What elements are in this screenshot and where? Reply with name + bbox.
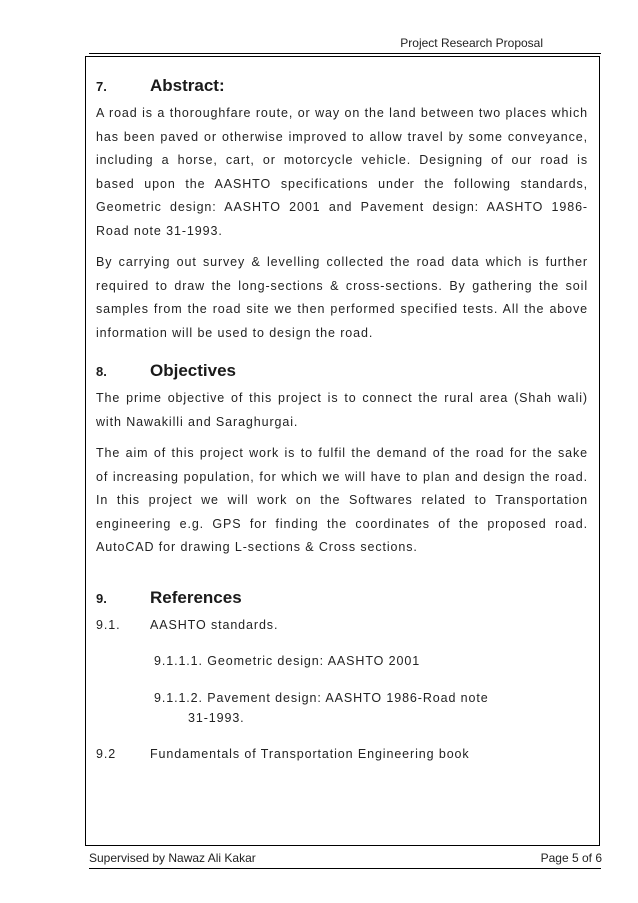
- abstract-paragraph-1: A road is a thoroughfare route, or way on the land between two places which has been paved or otherwise improved to allow travel by some conveyance, including a horse, cart, or motorcycle vehicle. Designing of our road is based upon the AASHTO specifications under the following standards, Geometric design: AASHTO 2001 and Pavement design: AASHTO 1986-Road note 31-1993.: [96, 106, 588, 238]
- footer-divider: [89, 868, 601, 869]
- objectives-paragraph-1: The prime objective of this project is to connect the rural area (Shah wali) with Nawakilli and Saraghurgai.: [96, 391, 588, 429]
- section-title: References: [150, 587, 242, 607]
- reference-number: 9.2: [96, 746, 117, 761]
- reference-subitem-continuation: 31-1993.: [188, 710, 245, 725]
- abstract-heading: [96, 76, 588, 96]
- reference-number: 9.1.: [96, 617, 121, 632]
- section-number: 8.: [96, 364, 107, 379]
- section-title: Objectives: [150, 361, 236, 380]
- section-number: 7.: [96, 79, 107, 94]
- reference-text: AASHTO standards.: [150, 617, 279, 632]
- reference-text: Fundamentals of Transportation Engineering book: [150, 746, 470, 761]
- section-title: Abstract:: [150, 76, 225, 95]
- page-header: [89, 32, 601, 54]
- footer-page-number: Page 5 of 6: [540, 851, 602, 865]
- footer-supervisor: Supervised by Nawaz Ali Kakar: [89, 851, 256, 865]
- references-heading: [96, 588, 588, 608]
- reference-item: [96, 618, 588, 632]
- objectives-paragraph-2: The aim of this project work is to fulfil the demand of the road for the sake of increasing population, for which we will have to plan and design the road. In this project we will work on the Softwares related to Transportation engineering e.g. GPS for finding the coordinates of the proposed road. AutoCAD for drawing L-sections & Cross sections.: [96, 446, 588, 554]
- reference-subitem: 9.1.1.2. Pavement design: AASHTO 1986-Road note: [154, 690, 489, 705]
- header-title: Project Research Proposal: [400, 36, 543, 50]
- section-number: 9.: [96, 590, 107, 606]
- document-body: [96, 70, 588, 761]
- abstract-paragraph-2: By carrying out survey & levelling collected the road data which is further required to draw the long-sections & cross-sections. By gathering the soil samples from the road site we then performed specified tests. All the above information will be used to design the road.: [96, 255, 588, 340]
- reference-item: [96, 747, 588, 761]
- objectives-heading: [96, 361, 588, 381]
- reference-subitem: 9.1.1.1. Geometric design: AASHTO 2001: [154, 653, 421, 668]
